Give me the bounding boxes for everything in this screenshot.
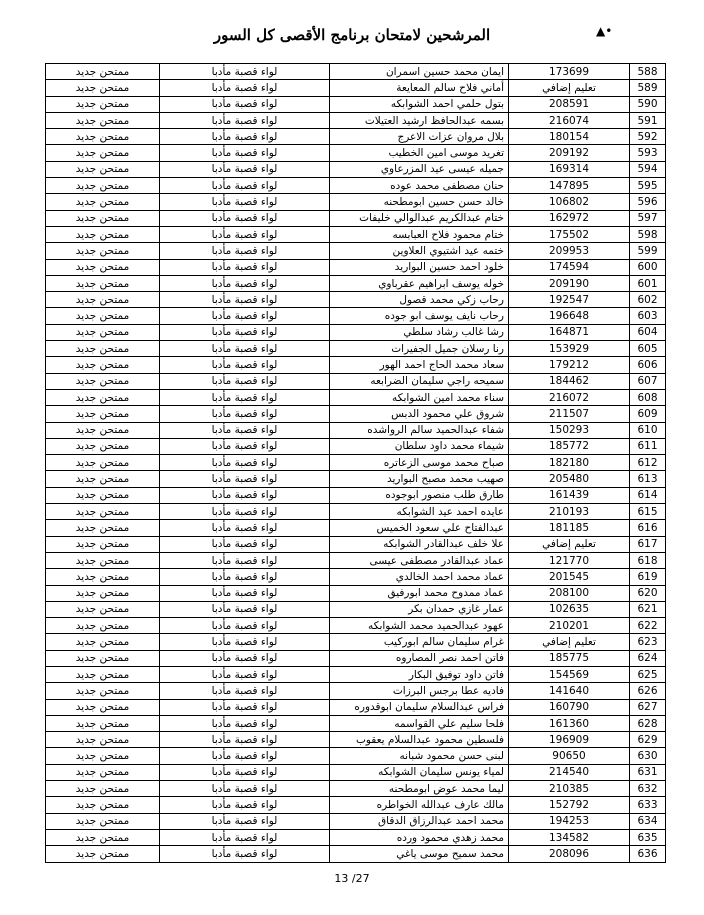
candidate-district: لواء قصبة مأدبا <box>160 308 330 324</box>
candidate-id: 175502 <box>509 226 630 242</box>
candidate-status: ممتحن جديد <box>46 112 160 128</box>
candidate-name: رحاب نايف يوسف ابو جوده <box>330 308 509 324</box>
candidate-status: ممتحن جديد <box>46 797 160 813</box>
candidate-id: 205480 <box>509 471 630 487</box>
table-row <box>46 341 666 357</box>
candidate-status: ممتحن جديد <box>46 96 160 112</box>
row-sequence-number: 601 <box>630 275 666 291</box>
candidate-status: ممتحن جديد <box>46 275 160 291</box>
candidate-district: لواء قصبة مأدبا <box>160 504 330 520</box>
row-sequence-number: 627 <box>630 699 666 715</box>
candidate-name: خالد حسن حسين ابومطحنه <box>330 194 509 210</box>
candidate-status: ممتحن جديد <box>46 80 160 96</box>
candidate-district: لواء قصبة مأدبا <box>160 145 330 161</box>
candidate-id: 134582 <box>509 829 630 845</box>
candidate-id: 208100 <box>509 585 630 601</box>
row-sequence-number: 628 <box>630 715 666 731</box>
candidate-id: 210193 <box>509 504 630 520</box>
candidate-name: محمد احمد عبدالرزاق الدقاق <box>330 813 509 829</box>
candidate-id: 160790 <box>509 699 630 715</box>
candidate-status: ممتحن جديد <box>46 259 160 275</box>
candidate-status: ممتحن جديد <box>46 243 160 259</box>
candidate-status: ممتحن جديد <box>46 520 160 536</box>
candidate-name: بلال مروان عزات الاعرج <box>330 129 509 145</box>
candidate-district: لواء قصبة مأدبا <box>160 243 330 259</box>
candidate-status: ممتحن جديد <box>46 210 160 226</box>
candidate-district: لواء قصبة مأدبا <box>160 341 330 357</box>
candidate-id: 169314 <box>509 161 630 177</box>
candidate-status: ممتحن جديد <box>46 699 160 715</box>
table-row <box>46 764 666 780</box>
row-sequence-number: 621 <box>630 601 666 617</box>
table-row <box>46 748 666 764</box>
candidate-id: 121770 <box>509 552 630 568</box>
candidate-id: 196648 <box>509 308 630 324</box>
candidate-name: عهود عبدالحميد محمد الشوابكه <box>330 618 509 634</box>
candidate-name: شفاء عبدالحميد سالم الرواشده <box>330 422 509 438</box>
candidate-district: لواء قصبة مأدبا <box>160 781 330 797</box>
candidate-name: فلحا سليم علي القواسمه <box>330 715 509 731</box>
row-sequence-number: 630 <box>630 748 666 764</box>
row-sequence-number: 612 <box>630 455 666 471</box>
candidate-district: لواء قصبة مأدبا <box>160 748 330 764</box>
candidate-status: ممتحن جديد <box>46 357 160 373</box>
row-sequence-number: 605 <box>630 341 666 357</box>
candidate-status: ممتحن جديد <box>46 829 160 845</box>
table-row <box>46 389 666 405</box>
candidate-name: صباح محمد موسى الزعاتره <box>330 455 509 471</box>
candidate-name: ختمه عيد اشتيوي العلاوين <box>330 243 509 259</box>
candidate-district: لواء قصبة مأدبا <box>160 813 330 829</box>
candidate-name: ختام محمود فلاح العبابسه <box>330 226 509 242</box>
table-row <box>46 324 666 340</box>
candidates-table <box>45 63 666 863</box>
candidate-status: ممتحن جديد <box>46 64 160 80</box>
candidate-id: 208096 <box>509 846 630 862</box>
candidate-name: خوله يوسف ابراهيم عقرباوي <box>330 275 509 291</box>
candidate-id: 216072 <box>509 389 630 405</box>
table-row <box>46 292 666 308</box>
candidate-district: لواء قصبة مأدبا <box>160 112 330 128</box>
table-row <box>46 504 666 520</box>
table-row <box>46 80 666 96</box>
candidate-district: لواء قصبة مأدبا <box>160 471 330 487</box>
row-sequence-number: 633 <box>630 797 666 813</box>
candidate-status: ممتحن جديد <box>46 145 160 161</box>
table-row <box>46 64 666 80</box>
candidate-status: ممتحن جديد <box>46 487 160 503</box>
row-sequence-number: 597 <box>630 210 666 226</box>
row-sequence-number: 631 <box>630 764 666 780</box>
table-row <box>46 797 666 813</box>
candidate-district: لواء قصبة مأدبا <box>160 259 330 275</box>
candidate-district: لواء قصبة مأدبا <box>160 275 330 291</box>
table-row <box>46 145 666 161</box>
row-sequence-number: 588 <box>630 64 666 80</box>
candidate-id: 174594 <box>509 259 630 275</box>
candidate-name: فراس عبدالسلام سليمان ابوقدوره <box>330 699 509 715</box>
candidate-district: لواء قصبة مأدبا <box>160 161 330 177</box>
table-row <box>46 781 666 797</box>
row-sequence-number: 598 <box>630 226 666 242</box>
candidate-status: ممتحن جديد <box>46 129 160 145</box>
candidate-id: 161439 <box>509 487 630 503</box>
table-row <box>46 520 666 536</box>
candidate-status: ممتحن جديد <box>46 471 160 487</box>
candidate-status: ممتحن جديد <box>46 715 160 731</box>
table-row <box>46 569 666 585</box>
row-sequence-number: 624 <box>630 650 666 666</box>
table-row <box>46 585 666 601</box>
candidate-id: 179212 <box>509 357 630 373</box>
candidate-name: ايمان محمد حسين اسمران <box>330 64 509 80</box>
row-sequence-number: 615 <box>630 504 666 520</box>
candidate-district: لواء قصبة مأدبا <box>160 797 330 813</box>
candidate-status: ممتحن جديد <box>46 601 160 617</box>
candidate-id: تعليم إضافي <box>509 536 630 552</box>
candidate-district: لواء قصبة مأدبا <box>160 552 330 568</box>
row-sequence-number: 629 <box>630 732 666 748</box>
row-sequence-number: 602 <box>630 292 666 308</box>
candidate-name: رحاب زكي محمد قصول <box>330 292 509 308</box>
table-row <box>46 422 666 438</box>
table-row <box>46 308 666 324</box>
candidate-id: 90650 <box>509 748 630 764</box>
candidate-name: مالك عارف عبدالله الخواطره <box>330 797 509 813</box>
candidate-district: لواء قصبة مأدبا <box>160 846 330 862</box>
table-row <box>46 487 666 503</box>
candidate-id: 216074 <box>509 112 630 128</box>
table-row <box>46 699 666 715</box>
candidate-district: لواء قصبة مأدبا <box>160 455 330 471</box>
candidate-district: لواء قصبة مأدبا <box>160 226 330 242</box>
candidate-id: 201545 <box>509 569 630 585</box>
candidate-name: جميله عيسى عيد المزرعاوي <box>330 161 509 177</box>
table-row <box>46 275 666 291</box>
candidate-id: 173699 <box>509 64 630 80</box>
table-row <box>46 243 666 259</box>
candidate-name: خلود احمد حسين البواريد <box>330 259 509 275</box>
candidate-id: 211507 <box>509 406 630 422</box>
table-row <box>46 373 666 389</box>
candidate-id: 210201 <box>509 618 630 634</box>
table-row <box>46 650 666 666</box>
candidate-district: لواء قصبة مأدبا <box>160 194 330 210</box>
header-mark: ▲• <box>596 24 613 38</box>
candidate-district: لواء قصبة مأدبا <box>160 210 330 226</box>
table-row <box>46 471 666 487</box>
candidate-name: سناء محمد امين الشوابكه <box>330 389 509 405</box>
candidate-name: ختام عبدالكريم عبدالوالي خليفات <box>330 210 509 226</box>
candidate-name: تغريد موسى امين الخطيب <box>330 145 509 161</box>
table-row <box>46 618 666 634</box>
candidate-status: ممتحن جديد <box>46 764 160 780</box>
candidate-name: رنا رسلان جميل الجفيرات <box>330 341 509 357</box>
candidate-name: لمياء يونس سليمان الشوابكه <box>330 764 509 780</box>
candidate-district: لواء قصبة مأدبا <box>160 292 330 308</box>
candidate-id: 162972 <box>509 210 630 226</box>
candidate-id: 194253 <box>509 813 630 829</box>
candidate-status: ممتحن جديد <box>46 373 160 389</box>
candidate-name: بسمه عبدالحافظ ارشيد العتيلات <box>330 112 509 128</box>
candidate-name: علا خلف عبدالقادر الشوابكه <box>330 536 509 552</box>
candidate-district: لواء قصبة مأدبا <box>160 406 330 422</box>
candidate-name: فاتن احمد نصر المصاروه <box>330 650 509 666</box>
table-row <box>46 226 666 242</box>
candidate-id: تعليم إضافي <box>509 80 630 96</box>
candidate-name: ليما محمد عوض ابومطحنه <box>330 781 509 797</box>
row-sequence-number: 599 <box>630 243 666 259</box>
table-row <box>46 536 666 552</box>
candidate-id: 209953 <box>509 243 630 259</box>
candidate-status: ممتحن جديد <box>46 455 160 471</box>
row-sequence-number: 593 <box>630 145 666 161</box>
row-sequence-number: 632 <box>630 781 666 797</box>
candidate-district: لواء قصبة مأدبا <box>160 373 330 389</box>
candidate-name: محمد زهدي محمود ورده <box>330 829 509 845</box>
row-sequence-number: 592 <box>630 129 666 145</box>
candidate-district: لواء قصبة مأدبا <box>160 715 330 731</box>
candidate-status: ممتحن جديد <box>46 406 160 422</box>
row-sequence-number: 607 <box>630 373 666 389</box>
candidate-status: ممتحن جديد <box>46 422 160 438</box>
row-sequence-number: 623 <box>630 634 666 650</box>
candidate-name: فاديه عطا برجس البرزات <box>330 683 509 699</box>
candidate-status: ممتحن جديد <box>46 585 160 601</box>
candidate-district: لواء قصبة مأدبا <box>160 487 330 503</box>
row-sequence-number: 596 <box>630 194 666 210</box>
candidate-name: عماد ممدوح محمد ابورفيق <box>330 585 509 601</box>
candidate-status: ممتحن جديد <box>46 504 160 520</box>
row-sequence-number: 611 <box>630 438 666 454</box>
candidate-id: 209190 <box>509 275 630 291</box>
row-sequence-number: 600 <box>630 259 666 275</box>
candidate-id: 185775 <box>509 650 630 666</box>
candidate-district: لواء قصبة مأدبا <box>160 324 330 340</box>
candidate-name: عايده احمد عيد الشوابكه <box>330 504 509 520</box>
table-row <box>46 552 666 568</box>
candidate-status: ممتحن جديد <box>46 389 160 405</box>
candidate-name: فلسطين محمود عبدالسلام يعقوب <box>330 732 509 748</box>
candidate-id: 181185 <box>509 520 630 536</box>
table-row <box>46 161 666 177</box>
candidate-district: لواء قصبة مأدبا <box>160 438 330 454</box>
table-row <box>46 210 666 226</box>
row-sequence-number: 616 <box>630 520 666 536</box>
candidate-id: 185772 <box>509 438 630 454</box>
row-sequence-number: 608 <box>630 389 666 405</box>
candidate-district: لواء قصبة مأدبا <box>160 422 330 438</box>
page-title: المرشحين لامتحان برنامج الأقصى كل السور <box>213 26 491 44</box>
candidate-status: ممتحن جديد <box>46 813 160 829</box>
row-sequence-number: 636 <box>630 846 666 862</box>
candidate-id: 141640 <box>509 683 630 699</box>
candidate-status: ممتحن جديد <box>46 308 160 324</box>
candidate-id: 161360 <box>509 715 630 731</box>
candidate-id: 153929 <box>509 341 630 357</box>
candidate-status: ممتحن جديد <box>46 552 160 568</box>
table-row <box>46 666 666 682</box>
candidate-id: 182180 <box>509 455 630 471</box>
table-row <box>46 715 666 731</box>
candidate-id: 180154 <box>509 129 630 145</box>
candidate-id: 210385 <box>509 781 630 797</box>
row-sequence-number: 609 <box>630 406 666 422</box>
row-sequence-number: 625 <box>630 666 666 682</box>
candidate-id: 196909 <box>509 732 630 748</box>
candidate-status: ممتحن جديد <box>46 683 160 699</box>
candidate-id: 102635 <box>509 601 630 617</box>
table-row <box>46 829 666 845</box>
candidate-district: لواء قصبة مأدبا <box>160 732 330 748</box>
candidate-id: 152792 <box>509 797 630 813</box>
candidate-status: ممتحن جديد <box>46 732 160 748</box>
table-row <box>46 178 666 194</box>
candidate-status: ممتحن جديد <box>46 292 160 308</box>
row-sequence-number: 618 <box>630 552 666 568</box>
candidate-status: ممتحن جديد <box>46 194 160 210</box>
candidate-id: 106802 <box>509 194 630 210</box>
table-row <box>46 683 666 699</box>
candidate-district: لواء قصبة مأدبا <box>160 569 330 585</box>
candidate-name: عماد عبدالقادر مصطفى عيسى <box>330 552 509 568</box>
candidate-name: سميحه راجي سليمان الضرابعه <box>330 373 509 389</box>
candidate-status: ممتحن جديد <box>46 634 160 650</box>
row-sequence-number: 614 <box>630 487 666 503</box>
candidate-district: لواء قصبة مأدبا <box>160 357 330 373</box>
candidate-name: سعاد محمد الحاج احمد الهور <box>330 357 509 373</box>
candidate-district: لواء قصبة مأدبا <box>160 178 330 194</box>
candidate-name: طارق طلب منصور ابوجوده <box>330 487 509 503</box>
table-row <box>46 112 666 128</box>
row-sequence-number: 603 <box>630 308 666 324</box>
candidate-status: ممتحن جديد <box>46 781 160 797</box>
candidate-status: ممتحن جديد <box>46 161 160 177</box>
row-sequence-number: 619 <box>630 569 666 585</box>
table-row <box>46 455 666 471</box>
candidate-id: تعليم إضافي <box>509 634 630 650</box>
row-sequence-number: 590 <box>630 96 666 112</box>
candidate-status: ممتحن جديد <box>46 569 160 585</box>
candidate-status: ممتحن جديد <box>46 846 160 862</box>
candidate-id: 208591 <box>509 96 630 112</box>
candidate-name: بتول حلمي احمد الشوابكه <box>330 96 509 112</box>
candidate-district: لواء قصبة مأدبا <box>160 650 330 666</box>
candidate-id: 209192 <box>509 145 630 161</box>
candidate-district: لواء قصبة مأدبا <box>160 80 330 96</box>
table-row <box>46 96 666 112</box>
table-row <box>46 846 666 862</box>
candidate-district: لواء قصبة مأدبا <box>160 683 330 699</box>
row-sequence-number: 622 <box>630 618 666 634</box>
table-row <box>46 813 666 829</box>
candidate-status: ممتحن جديد <box>46 748 160 764</box>
candidate-status: ممتحن جديد <box>46 650 160 666</box>
candidate-district: لواء قصبة مأدبا <box>160 64 330 80</box>
candidate-id: 184462 <box>509 373 630 389</box>
candidate-status: ممتحن جديد <box>46 324 160 340</box>
candidate-district: لواء قصبة مأدبا <box>160 666 330 682</box>
row-sequence-number: 591 <box>630 112 666 128</box>
candidate-status: ممتحن جديد <box>46 226 160 242</box>
candidate-status: ممتحن جديد <box>46 438 160 454</box>
table-row <box>46 357 666 373</box>
candidate-district: لواء قصبة مأدبا <box>160 634 330 650</box>
candidate-status: ممتحن جديد <box>46 178 160 194</box>
candidate-name: محمد سميح موسى ياغي <box>330 846 509 862</box>
candidate-name: عمار غازي حمدان بكر <box>330 601 509 617</box>
candidate-district: لواء قصبة مأدبا <box>160 699 330 715</box>
row-sequence-number: 613 <box>630 471 666 487</box>
table-row <box>46 194 666 210</box>
candidate-status: ممتحن جديد <box>46 666 160 682</box>
row-sequence-number: 626 <box>630 683 666 699</box>
row-sequence-number: 634 <box>630 813 666 829</box>
candidate-district: لواء قصبة مأدبا <box>160 389 330 405</box>
candidate-status: ممتحن جديد <box>46 536 160 552</box>
candidate-district: لواء قصبة مأدبا <box>160 520 330 536</box>
table-row <box>46 129 666 145</box>
table-row <box>46 406 666 422</box>
row-sequence-number: 610 <box>630 422 666 438</box>
candidate-district: لواء قصبة مأدبا <box>160 601 330 617</box>
row-sequence-number: 620 <box>630 585 666 601</box>
row-sequence-number: 595 <box>630 178 666 194</box>
candidate-name: صهيب محمد مصبح البواريد <box>330 471 509 487</box>
candidate-name: أماني فلاح سالم المعايعة <box>330 80 509 96</box>
row-sequence-number: 617 <box>630 536 666 552</box>
row-sequence-number: 604 <box>630 324 666 340</box>
candidate-district: لواء قصبة مأدبا <box>160 536 330 552</box>
candidate-name: شيماء محمد داود سلطان <box>330 438 509 454</box>
table-row <box>46 259 666 275</box>
candidate-name: فاتن داود توفيق البكار <box>330 666 509 682</box>
candidate-name: شروق علي محمود الدبس <box>330 406 509 422</box>
table-row <box>46 634 666 650</box>
candidate-name: عبدالفتاح علي سعود الخميس <box>330 520 509 536</box>
candidate-id: 192547 <box>509 292 630 308</box>
candidate-name: رشا غالب رشاد سلطي <box>330 324 509 340</box>
candidate-id: 214540 <box>509 764 630 780</box>
candidate-district: لواء قصبة مأدبا <box>160 129 330 145</box>
candidate-name: غرام سليمان سالم ابوركيب <box>330 634 509 650</box>
candidate-id: 164871 <box>509 324 630 340</box>
row-sequence-number: 594 <box>630 161 666 177</box>
candidate-name: عماد محمد احمد الخالدي <box>330 569 509 585</box>
candidate-district: لواء قصبة مأدبا <box>160 764 330 780</box>
candidate-district: لواء قصبة مأدبا <box>160 96 330 112</box>
table-row <box>46 601 666 617</box>
candidate-name: حنان مصطفى محمد عوده <box>330 178 509 194</box>
candidate-status: ممتحن جديد <box>46 618 160 634</box>
candidate-district: لواء قصبة مأدبا <box>160 829 330 845</box>
table-row <box>46 732 666 748</box>
candidate-id: 154569 <box>509 666 630 682</box>
row-sequence-number: 635 <box>630 829 666 845</box>
table-row <box>46 438 666 454</box>
candidate-district: لواء قصبة مأدبا <box>160 585 330 601</box>
candidate-id: 150293 <box>509 422 630 438</box>
row-sequence-number: 589 <box>630 80 666 96</box>
candidate-status: ممتحن جديد <box>46 341 160 357</box>
candidates-table-body <box>46 64 666 863</box>
candidate-name: لبنى حسن محمود شبانه <box>330 748 509 764</box>
page-number: 13 /27 <box>334 872 370 885</box>
candidate-id: 147895 <box>509 178 630 194</box>
row-sequence-number: 606 <box>630 357 666 373</box>
candidate-district: لواء قصبة مأدبا <box>160 618 330 634</box>
